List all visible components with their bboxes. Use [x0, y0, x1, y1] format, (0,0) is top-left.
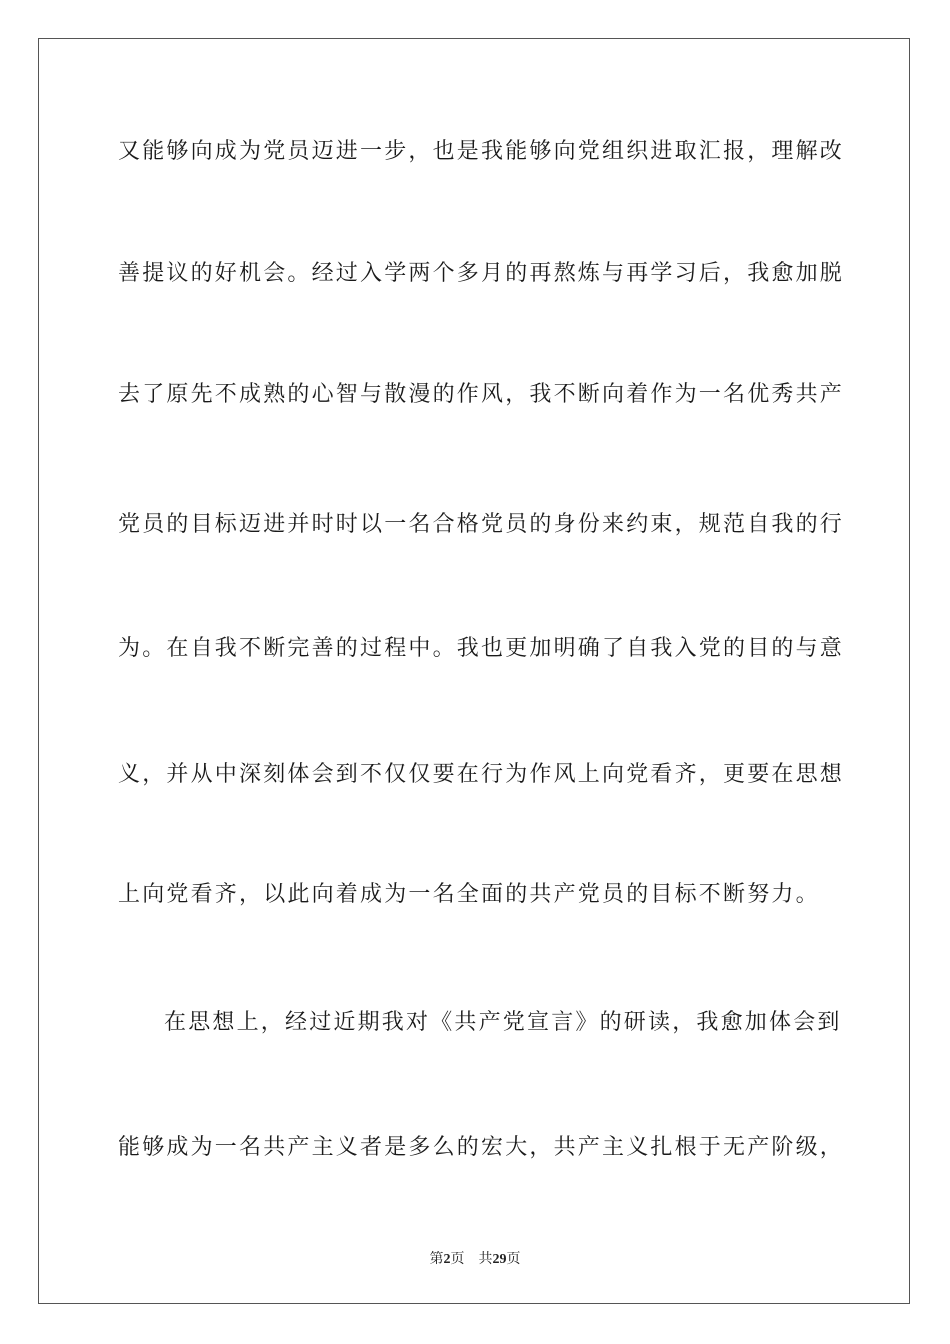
paragraph-line: 为。在自我不断完善的过程中。我也更加明确了自我入党的目的与意	[118, 636, 845, 661]
footer-total-prefix: 共	[478, 1252, 493, 1267]
footer-page-number: 2	[443, 1252, 451, 1267]
paragraph-first-line: 在思想上，经过近期我对《共产党宣言》的研读，我愈加体会到	[164, 1010, 842, 1035]
paragraph-line: 去了原先不成熟的心智与散漫的作风，我不断向着作为一名优秀共产	[118, 382, 845, 407]
paragraph-line: 义，并从中深刻体会到不仅仅要在行为作风上向党看齐，更要在思想	[118, 762, 845, 787]
page-border	[38, 38, 910, 1304]
paragraph-line: 上向党看齐，以此向着成为一名全面的共产党员的目标不断努力。	[118, 882, 820, 907]
paragraph-line: 善提议的好机会。经过入学两个多月的再熬炼与再学习后，我愈加脱	[118, 261, 845, 286]
page-footer	[0, 1248, 950, 1268]
paragraph-line: 能够成为一名共产主义者是多么的宏大，共产主义扎根于无产阶级，	[118, 1135, 845, 1160]
footer-page-suffix: 页	[450, 1252, 465, 1267]
paragraph-line: 又能够向成为党员迈进一步，也是我能够向党组织进取汇报，理解改	[118, 139, 845, 164]
footer-total-pages: 29	[492, 1252, 507, 1267]
footer-page-prefix: 第	[429, 1252, 444, 1267]
footer-total-suffix: 页	[506, 1252, 521, 1267]
paragraph-line: 党员的目标迈进并时时以一名合格党员的身份来约束，规范自我的行	[118, 512, 845, 537]
